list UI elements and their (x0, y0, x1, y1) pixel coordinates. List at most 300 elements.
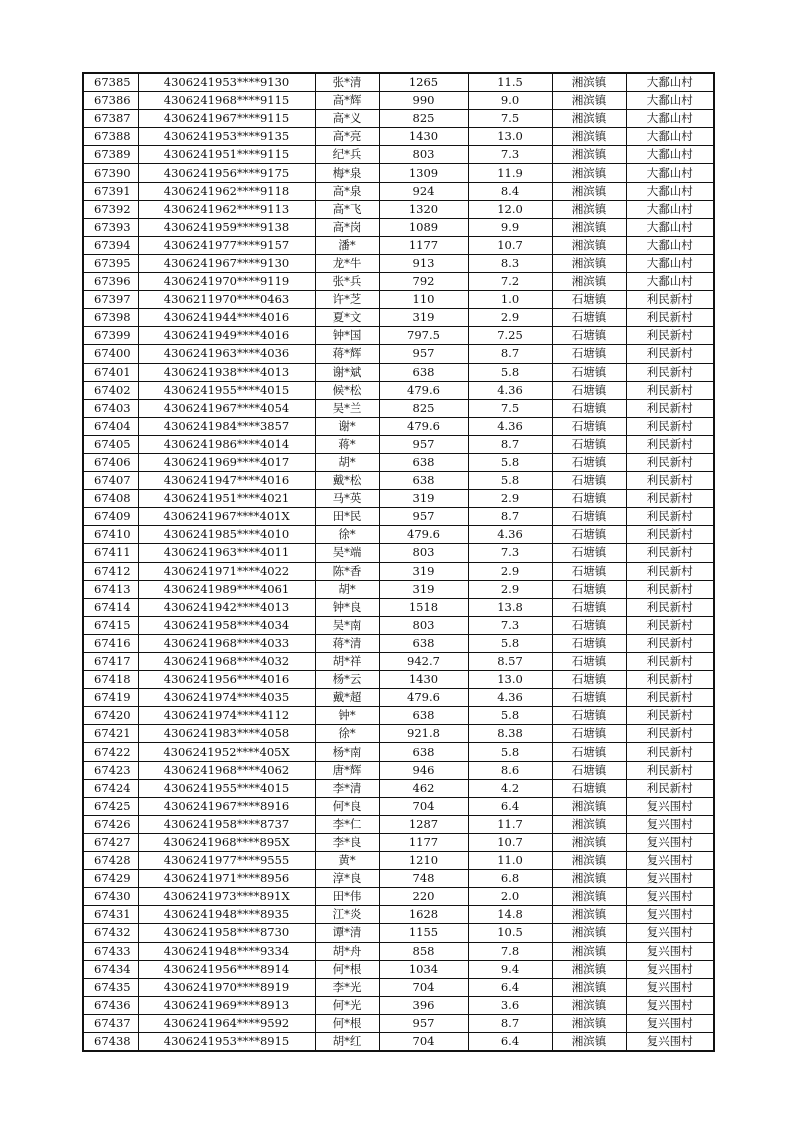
seq-cell: 67437 (83, 1014, 138, 1032)
name-cell: 李*光 (315, 978, 379, 996)
village-cell: 大鄱山村 (626, 164, 714, 182)
village-cell: 利民新村 (626, 634, 714, 652)
seq-cell: 67419 (83, 689, 138, 707)
name-cell: 徐* (315, 725, 379, 743)
area-cell: 8.4 (468, 182, 552, 200)
id-number-cell: 4306241958****8737 (138, 815, 315, 833)
seq-cell: 67431 (83, 906, 138, 924)
village-cell: 利民新村 (626, 671, 714, 689)
seq-cell: 67427 (83, 833, 138, 851)
seq-cell: 67407 (83, 472, 138, 490)
town-cell: 湘滨镇 (552, 218, 626, 236)
amount-cell: 319 (379, 309, 468, 327)
area-cell: 6.4 (468, 1032, 552, 1051)
table-row (83, 544, 714, 562)
seq-cell: 67418 (83, 671, 138, 689)
id-number-cell: 4306241968****4062 (138, 761, 315, 779)
seq-cell: 67432 (83, 924, 138, 942)
village-cell: 利民新村 (626, 598, 714, 616)
town-cell: 湘滨镇 (552, 797, 626, 815)
name-cell: 戴*松 (315, 472, 379, 490)
name-cell: 潘* (315, 236, 379, 254)
town-cell: 湘滨镇 (552, 888, 626, 906)
name-cell: 何*根 (315, 960, 379, 978)
town-cell: 石塘镇 (552, 562, 626, 580)
amount-cell: 946 (379, 761, 468, 779)
village-cell: 利民新村 (626, 453, 714, 471)
table-row (83, 508, 714, 526)
town-cell: 石塘镇 (552, 689, 626, 707)
area-cell: 12.0 (468, 200, 552, 218)
area-cell: 13.8 (468, 598, 552, 616)
village-cell: 大鄱山村 (626, 182, 714, 200)
area-cell: 11.9 (468, 164, 552, 182)
area-cell: 6.8 (468, 870, 552, 888)
name-cell: 候*松 (315, 381, 379, 399)
table-row (83, 472, 714, 490)
amount-cell: 1210 (379, 852, 468, 870)
name-cell: 田*民 (315, 508, 379, 526)
town-cell: 石塘镇 (552, 472, 626, 490)
name-cell: 许*芝 (315, 291, 379, 309)
amount-cell: 479.6 (379, 689, 468, 707)
table-row (83, 435, 714, 453)
seq-cell: 67401 (83, 363, 138, 381)
town-cell: 湘滨镇 (552, 815, 626, 833)
id-number-cell: 4306241970****8919 (138, 978, 315, 996)
area-cell: 4.36 (468, 689, 552, 707)
name-cell: 黄* (315, 852, 379, 870)
town-cell: 石塘镇 (552, 526, 626, 544)
town-cell: 石塘镇 (552, 725, 626, 743)
village-cell: 大鄱山村 (626, 254, 714, 272)
name-cell: 高*义 (315, 110, 379, 128)
seq-cell: 67416 (83, 634, 138, 652)
seq-cell: 67412 (83, 562, 138, 580)
town-cell: 石塘镇 (552, 417, 626, 435)
amount-cell: 1177 (379, 236, 468, 254)
area-cell: 10.7 (468, 236, 552, 254)
id-number-cell: 4306241967****9115 (138, 110, 315, 128)
village-cell: 利民新村 (626, 345, 714, 363)
seq-cell: 67417 (83, 653, 138, 671)
id-number-cell: 4306241952****405X (138, 743, 315, 761)
table-row (83, 743, 714, 761)
area-cell: 4.2 (468, 779, 552, 797)
id-number-cell: 4306241967****401X (138, 508, 315, 526)
village-cell: 利民新村 (626, 472, 714, 490)
village-cell: 利民新村 (626, 291, 714, 309)
area-cell: 8.57 (468, 653, 552, 671)
area-cell: 13.0 (468, 671, 552, 689)
table-row (83, 671, 714, 689)
id-number-cell: 4306241956****4016 (138, 671, 315, 689)
name-cell: 钟* (315, 707, 379, 725)
village-cell: 大鄱山村 (626, 200, 714, 218)
table-row (83, 779, 714, 797)
id-number-cell: 4306241967****9130 (138, 254, 315, 272)
name-cell: 纪*兵 (315, 146, 379, 164)
table-row (83, 164, 714, 182)
town-cell: 湘滨镇 (552, 146, 626, 164)
area-cell: 7.3 (468, 146, 552, 164)
seq-cell: 67406 (83, 453, 138, 471)
town-cell: 湘滨镇 (552, 906, 626, 924)
town-cell: 石塘镇 (552, 381, 626, 399)
name-cell: 杨*云 (315, 671, 379, 689)
seq-cell: 67429 (83, 870, 138, 888)
table-row (83, 218, 714, 236)
table-row (83, 526, 714, 544)
id-number-cell: 4306241968****4033 (138, 634, 315, 652)
area-cell: 14.8 (468, 906, 552, 924)
area-cell: 4.36 (468, 381, 552, 399)
area-cell: 9.0 (468, 92, 552, 110)
seq-cell: 67438 (83, 1032, 138, 1051)
village-cell: 复兴围村 (626, 978, 714, 996)
amount-cell: 479.6 (379, 526, 468, 544)
seq-cell: 67402 (83, 381, 138, 399)
name-cell: 马*英 (315, 490, 379, 508)
seq-cell: 67386 (83, 92, 138, 110)
id-number-cell: 4306241958****4034 (138, 616, 315, 634)
id-number-cell: 4306241973****891X (138, 888, 315, 906)
id-number-cell: 4306241968****4032 (138, 653, 315, 671)
town-cell: 石塘镇 (552, 580, 626, 598)
amount-cell: 1518 (379, 598, 468, 616)
id-number-cell: 4306241964****9592 (138, 1014, 315, 1032)
table-row (83, 924, 714, 942)
amount-cell: 957 (379, 1014, 468, 1032)
name-cell: 田*伟 (315, 888, 379, 906)
name-cell: 高*亮 (315, 128, 379, 146)
amount-cell: 638 (379, 743, 468, 761)
village-cell: 复兴围村 (626, 1032, 714, 1051)
town-cell: 石塘镇 (552, 598, 626, 616)
area-cell: 9.4 (468, 960, 552, 978)
id-number-cell: 4306241948****9334 (138, 942, 315, 960)
table-row (83, 761, 714, 779)
id-number-cell: 4306241967****8916 (138, 797, 315, 815)
amount-cell: 1628 (379, 906, 468, 924)
town-cell: 湘滨镇 (552, 1014, 626, 1032)
id-number-cell: 4306241959****9138 (138, 218, 315, 236)
name-cell: 谭*清 (315, 924, 379, 942)
town-cell: 湘滨镇 (552, 996, 626, 1014)
name-cell: 唐*辉 (315, 761, 379, 779)
id-number-cell: 4306241951****9115 (138, 146, 315, 164)
table-row (83, 852, 714, 870)
amount-cell: 110 (379, 291, 468, 309)
town-cell: 石塘镇 (552, 653, 626, 671)
id-number-cell: 4306241955****4015 (138, 381, 315, 399)
name-cell: 李*良 (315, 833, 379, 851)
town-cell: 石塘镇 (552, 743, 626, 761)
name-cell: 吴*端 (315, 544, 379, 562)
town-cell: 湘滨镇 (552, 200, 626, 218)
village-cell: 利民新村 (626, 707, 714, 725)
area-cell: 8.38 (468, 725, 552, 743)
id-number-cell: 4306241986****4014 (138, 435, 315, 453)
area-cell: 11.7 (468, 815, 552, 833)
village-cell: 复兴围村 (626, 833, 714, 851)
area-cell: 2.0 (468, 888, 552, 906)
amount-cell: 797.5 (379, 327, 468, 345)
seq-cell: 67413 (83, 580, 138, 598)
table-row (83, 73, 714, 92)
id-number-cell: 4306241968****9115 (138, 92, 315, 110)
area-cell: 7.25 (468, 327, 552, 345)
village-cell: 大鄱山村 (626, 273, 714, 291)
table-row (83, 381, 714, 399)
village-cell: 利民新村 (626, 544, 714, 562)
table-row (83, 888, 714, 906)
town-cell: 石塘镇 (552, 291, 626, 309)
area-cell: 1.0 (468, 291, 552, 309)
seq-cell: 67396 (83, 273, 138, 291)
area-cell: 11.5 (468, 73, 552, 92)
table-row (83, 653, 714, 671)
amount-cell: 957 (379, 508, 468, 526)
village-cell: 利民新村 (626, 779, 714, 797)
amount-cell: 1155 (379, 924, 468, 942)
id-number-cell: 4306241958****8730 (138, 924, 315, 942)
village-cell: 利民新村 (626, 399, 714, 417)
table-row (83, 236, 714, 254)
village-cell: 大鄱山村 (626, 236, 714, 254)
name-cell: 钟*国 (315, 327, 379, 345)
village-cell: 利民新村 (626, 689, 714, 707)
town-cell: 湘滨镇 (552, 924, 626, 942)
name-cell: 蒋*清 (315, 634, 379, 652)
table-row (83, 417, 714, 435)
seq-cell: 67424 (83, 779, 138, 797)
seq-cell: 67435 (83, 978, 138, 996)
name-cell: 吴*兰 (315, 399, 379, 417)
seq-cell: 67409 (83, 508, 138, 526)
amount-cell: 638 (379, 363, 468, 381)
village-cell: 复兴围村 (626, 888, 714, 906)
amount-cell: 803 (379, 146, 468, 164)
area-cell: 5.8 (468, 743, 552, 761)
amount-cell: 957 (379, 345, 468, 363)
seq-cell: 67428 (83, 852, 138, 870)
table-row (83, 345, 714, 363)
amount-cell: 638 (379, 634, 468, 652)
name-cell: 谢*斌 (315, 363, 379, 381)
village-cell: 大鄱山村 (626, 110, 714, 128)
id-number-cell: 4306241970****9119 (138, 273, 315, 291)
seq-cell: 67434 (83, 960, 138, 978)
area-cell: 10.7 (468, 833, 552, 851)
id-number-cell: 4306241944****4016 (138, 309, 315, 327)
name-cell: 钟*良 (315, 598, 379, 616)
village-cell: 利民新村 (626, 490, 714, 508)
id-number-cell: 4306241953****9135 (138, 128, 315, 146)
area-cell: 5.8 (468, 363, 552, 381)
town-cell: 湘滨镇 (552, 73, 626, 92)
id-number-cell: 4306241977****9157 (138, 236, 315, 254)
area-cell: 8.3 (468, 254, 552, 272)
name-cell: 夏*文 (315, 309, 379, 327)
area-cell: 5.8 (468, 707, 552, 725)
village-cell: 大鄱山村 (626, 128, 714, 146)
seq-cell: 67393 (83, 218, 138, 236)
village-cell: 利民新村 (626, 381, 714, 399)
amount-cell: 1265 (379, 73, 468, 92)
id-number-cell: 4306241953****8915 (138, 1032, 315, 1051)
village-cell: 利民新村 (626, 725, 714, 743)
id-number-cell: 4306241983****4058 (138, 725, 315, 743)
village-cell: 复兴围村 (626, 870, 714, 888)
town-cell: 湘滨镇 (552, 164, 626, 182)
village-cell: 复兴围村 (626, 1014, 714, 1032)
seq-cell: 67414 (83, 598, 138, 616)
town-cell: 石塘镇 (552, 345, 626, 363)
amount-cell: 1309 (379, 164, 468, 182)
table-row (83, 634, 714, 652)
area-cell: 7.2 (468, 273, 552, 291)
table-row (83, 833, 714, 851)
town-cell: 湘滨镇 (552, 92, 626, 110)
seq-cell: 67400 (83, 345, 138, 363)
amount-cell: 990 (379, 92, 468, 110)
name-cell: 戴*超 (315, 689, 379, 707)
seq-cell: 67426 (83, 815, 138, 833)
id-number-cell: 4306241963****4011 (138, 544, 315, 562)
area-cell: 7.5 (468, 110, 552, 128)
table-row (83, 960, 714, 978)
name-cell: 徐* (315, 526, 379, 544)
table-row (83, 707, 714, 725)
id-number-cell: 4306241967****4054 (138, 399, 315, 417)
table-row (83, 1032, 714, 1051)
amount-cell: 825 (379, 110, 468, 128)
name-cell: 高*泉 (315, 182, 379, 200)
amount-cell: 220 (379, 888, 468, 906)
village-cell: 复兴围村 (626, 960, 714, 978)
seq-cell: 67436 (83, 996, 138, 1014)
name-cell: 李*清 (315, 779, 379, 797)
area-cell: 4.36 (468, 526, 552, 544)
amount-cell: 1320 (379, 200, 468, 218)
table-row (83, 598, 714, 616)
town-cell: 石塘镇 (552, 490, 626, 508)
amount-cell: 942.7 (379, 653, 468, 671)
name-cell: 龙*牛 (315, 254, 379, 272)
amount-cell: 792 (379, 273, 468, 291)
amount-cell: 479.6 (379, 381, 468, 399)
village-cell: 复兴围村 (626, 924, 714, 942)
seq-cell: 67388 (83, 128, 138, 146)
seq-cell: 67404 (83, 417, 138, 435)
id-number-cell: 4306241984****3857 (138, 417, 315, 435)
amount-cell: 704 (379, 978, 468, 996)
name-cell: 蒋* (315, 435, 379, 453)
village-cell: 利民新村 (626, 562, 714, 580)
id-number-cell: 4306241969****8913 (138, 996, 315, 1014)
seq-cell: 67389 (83, 146, 138, 164)
name-cell: 李*仁 (315, 815, 379, 833)
area-cell: 8.7 (468, 1014, 552, 1032)
area-cell: 5.8 (468, 472, 552, 490)
village-cell: 利民新村 (626, 309, 714, 327)
id-number-cell: 4306211970****0463 (138, 291, 315, 309)
id-number-cell: 4306241985****4010 (138, 526, 315, 544)
table-row (83, 273, 714, 291)
town-cell: 湘滨镇 (552, 182, 626, 200)
name-cell: 胡* (315, 453, 379, 471)
seq-cell: 67433 (83, 942, 138, 960)
town-cell: 湘滨镇 (552, 254, 626, 272)
id-number-cell: 4306241989****4061 (138, 580, 315, 598)
table-row (83, 942, 714, 960)
seq-cell: 67397 (83, 291, 138, 309)
village-cell: 利民新村 (626, 616, 714, 634)
amount-cell: 638 (379, 472, 468, 490)
name-cell: 胡*舟 (315, 942, 379, 960)
name-cell: 陈*香 (315, 562, 379, 580)
name-cell: 何*良 (315, 797, 379, 815)
town-cell: 湘滨镇 (552, 833, 626, 851)
seq-cell: 67411 (83, 544, 138, 562)
id-number-cell: 4306241971****4022 (138, 562, 315, 580)
amount-cell: 1177 (379, 833, 468, 851)
area-cell: 8.7 (468, 508, 552, 526)
town-cell: 石塘镇 (552, 707, 626, 725)
town-cell: 石塘镇 (552, 453, 626, 471)
seq-cell: 67415 (83, 616, 138, 634)
area-cell: 7.3 (468, 616, 552, 634)
town-cell: 湘滨镇 (552, 273, 626, 291)
town-cell: 石塘镇 (552, 761, 626, 779)
seq-cell: 67391 (83, 182, 138, 200)
name-cell: 蒋*辉 (315, 345, 379, 363)
town-cell: 湘滨镇 (552, 852, 626, 870)
name-cell: 张*清 (315, 73, 379, 92)
town-cell: 石塘镇 (552, 399, 626, 417)
area-cell: 8.7 (468, 345, 552, 363)
id-number-cell: 4306241968****895X (138, 833, 315, 851)
village-cell: 利民新村 (626, 653, 714, 671)
id-number-cell: 4306241956****8914 (138, 960, 315, 978)
amount-cell: 748 (379, 870, 468, 888)
id-number-cell: 4306241974****4112 (138, 707, 315, 725)
table-row (83, 399, 714, 417)
table-row (83, 490, 714, 508)
id-number-cell: 4306241949****4016 (138, 327, 315, 345)
town-cell: 湘滨镇 (552, 870, 626, 888)
town-cell: 湘滨镇 (552, 110, 626, 128)
id-number-cell: 4306241948****8935 (138, 906, 315, 924)
seq-cell: 67420 (83, 707, 138, 725)
amount-cell: 638 (379, 707, 468, 725)
table-row (83, 689, 714, 707)
table-row (83, 996, 714, 1014)
area-cell: 7.8 (468, 942, 552, 960)
name-cell: 淳*良 (315, 870, 379, 888)
table-row (83, 309, 714, 327)
amount-cell: 858 (379, 942, 468, 960)
town-cell: 石塘镇 (552, 327, 626, 345)
area-cell: 4.36 (468, 417, 552, 435)
amount-cell: 957 (379, 435, 468, 453)
village-cell: 复兴围村 (626, 852, 714, 870)
town-cell: 湘滨镇 (552, 1032, 626, 1051)
seq-cell: 67390 (83, 164, 138, 182)
id-number-cell: 4306241955****4015 (138, 779, 315, 797)
village-cell: 利民新村 (626, 761, 714, 779)
